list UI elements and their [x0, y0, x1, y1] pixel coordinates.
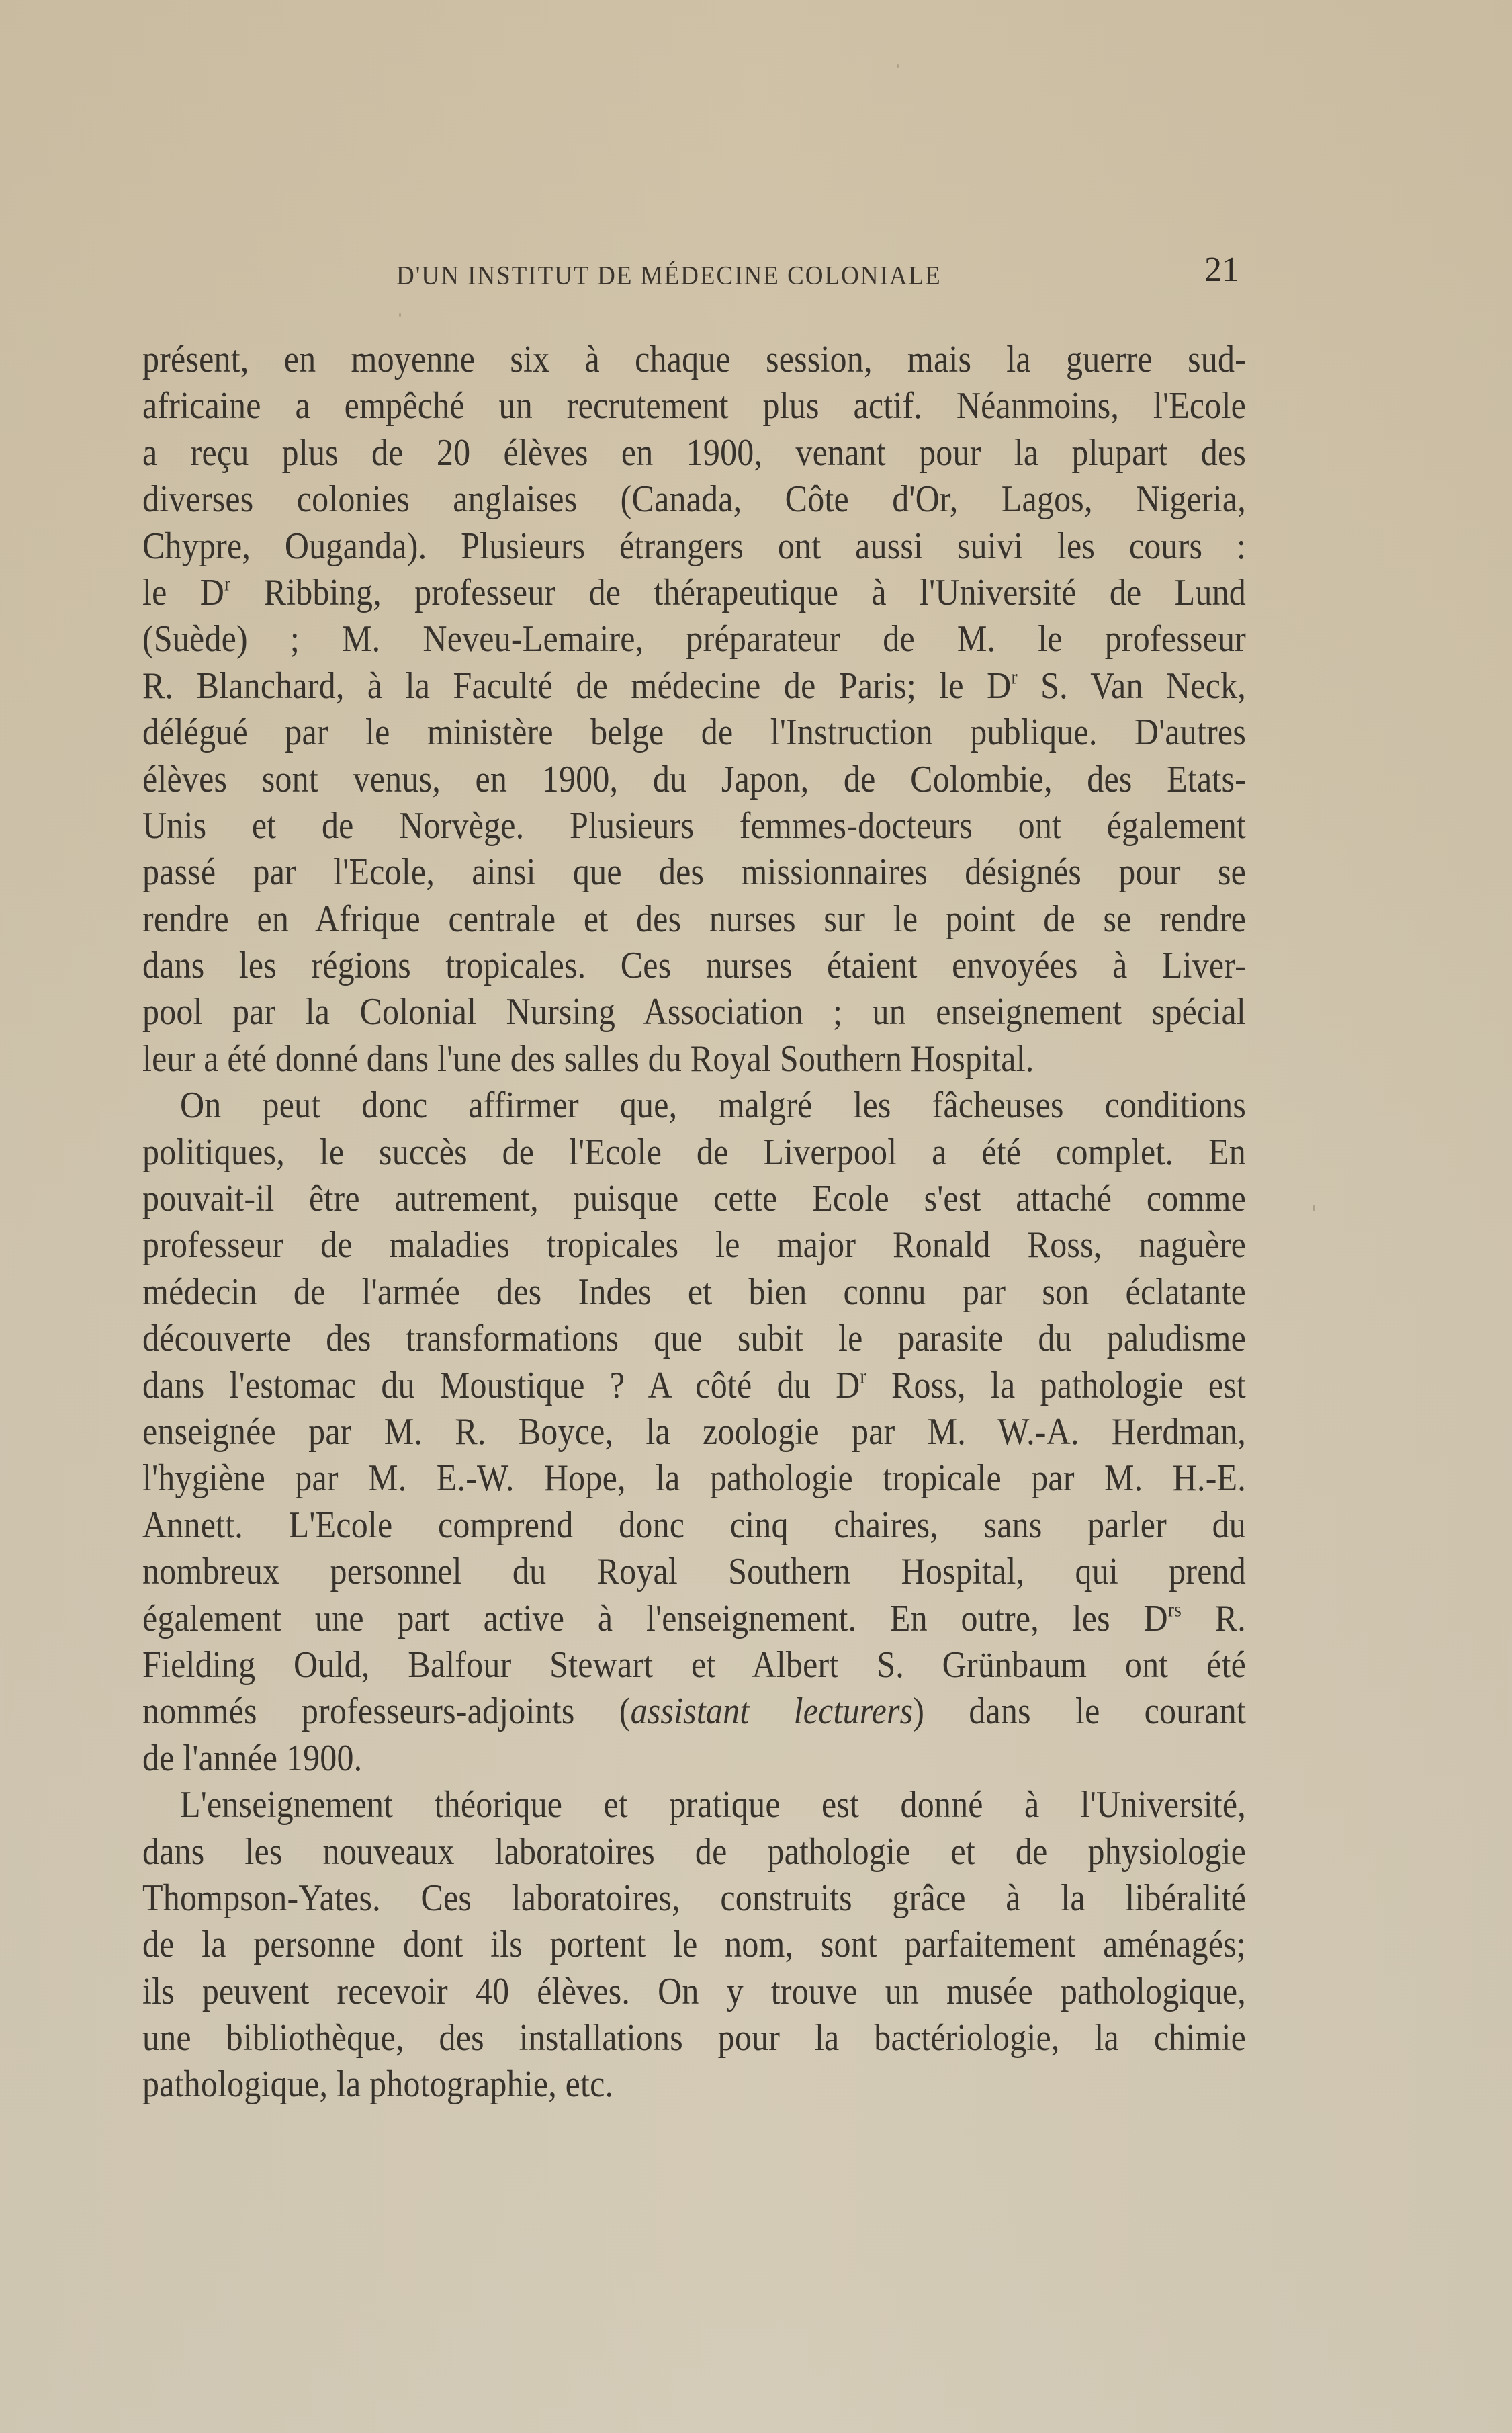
text-line: le $D^r$ Ribbing, professeur de thérapeutique à l'Université de Lund — [142, 570, 1247, 613]
text-line: ils peuvent recevoir 40 élèves. On y trouve un musée pathologique, — [142, 1969, 1246, 2012]
page-number: 21 — [1204, 251, 1239, 289]
text-line: élèves sont venus, en 1900, du Japon, de Colombie, des Etats- — [142, 757, 1246, 800]
text-line: a reçu plus de 20 élèves en 1900, venant pour la plupart des — [142, 431, 1246, 474]
text-line: nombreux personnel du Royal Southern Hospital, qui prend — [142, 1549, 1246, 1592]
text-line: Annett. L'Ecole comprend donc cinq chaires, sans parler du — [142, 1503, 1246, 1546]
superscript-abbrev: r — [860, 1363, 866, 1388]
text-line: pathologique, la photographie, etc. — [142, 2063, 614, 2105]
running-head: D'UN INSTITUT DE MÉDECINE COLONIALE — [396, 261, 942, 291]
text-line: de l'année 1900. — [142, 1736, 363, 1779]
superscript-abbrev: rs — [1167, 1596, 1182, 1621]
superscript-abbrev: r — [224, 571, 231, 595]
text-line: nommés professeurs-adjoints (assistant lecturers) dans le courant — [142, 1689, 1246, 1732]
text-line: (Suède) ; M. Neveu-Lemaire, préparateur de M. le professeur — [142, 617, 1246, 660]
text-line: délégué par le ministère belge de l'Instruction publique. D'autres — [142, 710, 1246, 753]
text-line: africaine a empêché un recrutement plus actif. Néanmoins, l'Ecole — [142, 384, 1246, 427]
text-line: dans les nouveaux laboratoires de pathologie et de physiologie — [142, 1830, 1246, 1872]
text-line: Unis et de Norvège. Plusieurs femmes-docteurs ont également — [142, 804, 1246, 847]
paragraph — [142, 1781, 1246, 2108]
text-line: pouvait-il être autrement, puisque cette Ecole s'est attaché comme — [142, 1177, 1246, 1220]
text-line: enseignée par M. R. Boyce, la zoologie par M. W.-A. Herdman, — [142, 1410, 1246, 1453]
text-line: découverte des transformations que subit le parasite du paludisme — [142, 1316, 1246, 1359]
text-line: dans l'estomac du Moustique ? A côté du $D^r$ Ross, la pathologie est — [142, 1363, 1246, 1406]
text-line: présent, en moyenne six à chaque session, mais la guerre sud- — [142, 337, 1246, 380]
text-line: R. Blanchard, à la Faculté de médecine de Paris; le $D^r$ S. Van Neck, — [142, 664, 1246, 707]
paper-speck — [1313, 1205, 1315, 1211]
text-line: l'hygiène par M. E.-W. Hope, la pathologie tropicale par M. H.-E. — [142, 1456, 1246, 1499]
text-line: rendre en Afrique centrale et des nurses sur le point de se rendre — [142, 897, 1246, 939]
text-line: de la personne dont ils portent le nom, sont parfaitement aménagés; — [142, 1922, 1246, 1965]
text-line: passé par l'Ecole, ainsi que des missionnaires désignés pour se — [142, 850, 1246, 893]
paper-speck — [399, 313, 401, 317]
paragraph — [142, 1082, 1246, 1781]
text-line: leur a été donné dans l'une des salles du Royal Southern Hospital. — [142, 1037, 1034, 1080]
text-line: médecin de l'armée des Indes et bien connu par son éclatante — [142, 1270, 1246, 1313]
text-line: L'enseignement théorique et pratique est donné à l'Université, — [180, 1783, 1246, 1826]
text-line: pool par la Colonial Nursing Association ; un enseignement spécial — [142, 990, 1246, 1033]
text-line: On peut donc affirmer que, malgré les fâcheuses conditions — [180, 1083, 1246, 1126]
text-line: dans les régions tropicales. Ces nurses étaient envoyées à Liver- — [142, 943, 1246, 986]
superscript-abbrev: r — [1011, 665, 1018, 688]
body-text — [142, 336, 1246, 2108]
text-line: diverses colonies anglaises (Canada, Côte d'Or, Lagos, Nigeria, — [142, 477, 1246, 520]
text-line: une bibliothèque, des installations pour la bactériologie, la chimie — [142, 2016, 1246, 2059]
text-line: politiques, le succès de l'Ecole de Liverpool a été complet. En — [142, 1130, 1246, 1172]
text-line: Fielding Ould, Balfour Stewart et Albert S. Grünbaum ont été — [142, 1643, 1246, 1686]
text-line: Chypre, Ouganda). Plusieurs étrangers ont aussi suivi les cours : — [142, 524, 1246, 566]
text-line: Thompson-Yates. Ces laboratoires, construits grâce à la libéralité — [142, 1876, 1246, 1919]
paragraph — [142, 336, 1246, 1082]
text-line: également une part active à l'enseignement. En outre, les $D^{rs}$ R. — [142, 1596, 1247, 1639]
paper-speck — [897, 64, 899, 68]
italic-term: assistant lecturers — [630, 1689, 914, 1732]
text-line: professeur de maladies tropicales le major Ronald Ross, naguère — [142, 1223, 1246, 1266]
